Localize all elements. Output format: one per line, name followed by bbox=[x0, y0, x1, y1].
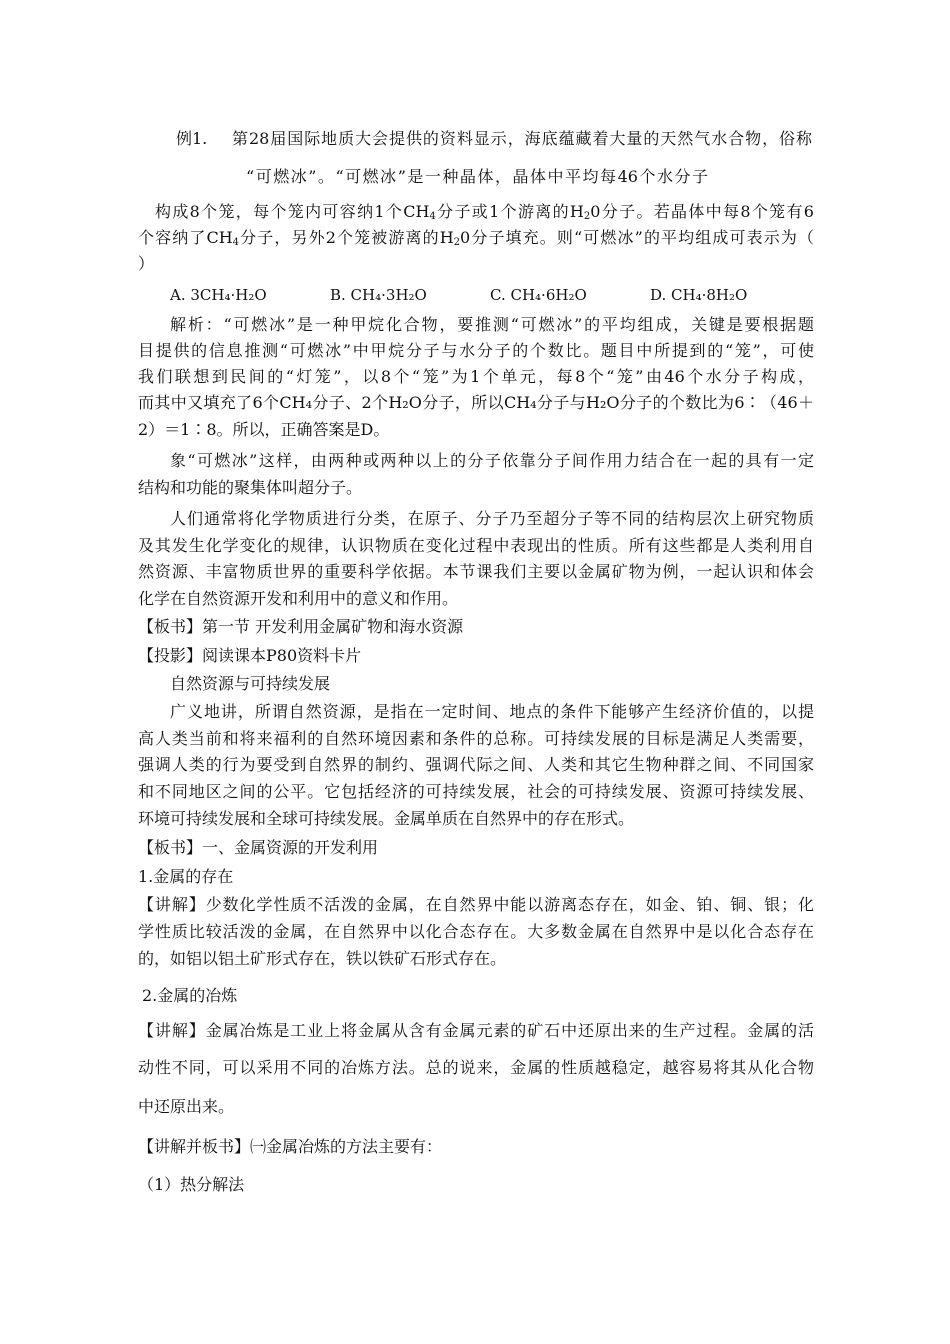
analysis-line: 目提供的信息推测“可燃冰”中甲烷分子与水分子的个数比。题目中所提到的“笼”，可使 bbox=[138, 341, 814, 360]
resource-line: 广义地讲，所谓自然资源，是指在一定时间、地点的条件下能够产生经济价值的，以提 bbox=[170, 702, 814, 721]
supramolecule-line: 象“可燃冰”这样，由两种或两种以上的分子依靠分子间作用力结合在一起的具有一定 bbox=[170, 451, 814, 470]
resource-line: 和不同地区之间的公平。它包括经济的可持续发展，社会的可持续发展、资源可持续发展、 bbox=[138, 782, 814, 801]
resource-line: 强调人类的行为要受到自然界的制约、强调代际之间、人类和其它生物种群之间、不同国家 bbox=[138, 755, 814, 774]
subsection-title: 2.金属的冶炼 bbox=[142, 986, 238, 1005]
option-a: A. 3CH₄·H₂O bbox=[170, 286, 267, 304]
explain-line: 【讲解】金属冶炼是工业上将金属从含有金属元素的矿石中还原出来的生产过程。金属的活 bbox=[138, 1021, 814, 1040]
projection-heading: 【投影】阅读课本P80资料卡片 bbox=[138, 646, 362, 665]
method-title: （1）热分解法 bbox=[138, 1175, 245, 1194]
explain-line: 中还原出来。 bbox=[138, 1097, 235, 1116]
intro-line: 然资源、丰富物质世界的重要科学依据。本节课我们主要以金属矿物为例，一起认识和体会 bbox=[138, 562, 814, 581]
explain-line: 动性不同，可以采用不同的冶炼方法。总的说来，金属的性质越稳定，越容易将其从化合物 bbox=[138, 1058, 814, 1077]
board-heading: 【板书】第一节 开发利用金属矿物和海水资源 bbox=[138, 617, 464, 636]
analysis-line: 而其中又填充了6个CH₄分子、2个H₂O分子，所以CH₄分子与H₂O分子的个数比为6∶（46＋ bbox=[138, 393, 814, 412]
analysis-line: 2）＝1∶8。所以，正确答案是D。 bbox=[138, 420, 390, 439]
option-b: B. CH₄·3H₂O bbox=[330, 286, 427, 304]
option-d: D. CH₄·8H₂O bbox=[650, 286, 748, 304]
example-text-line: ） bbox=[138, 254, 155, 273]
intro-line: 人们通常将化学物质进行分类，在原子、分子乃至超分子等不同的结构层次上研究物质 bbox=[170, 509, 814, 528]
subsection-title: 1.金属的存在 bbox=[138, 867, 234, 886]
resource-line: 高人类当前和将来福利的自然环境因素和条件的总称。可持续发展的目标是满足人类需要， bbox=[138, 729, 814, 748]
section-title: 自然资源与可持续发展 bbox=[170, 674, 331, 693]
option-c: C. CH₄·6H₂O bbox=[490, 286, 587, 304]
example-text-line: 第28届国际地质大会提供的资料显示，海底蕴藏着大量的天然气水合物，俗称 bbox=[232, 129, 812, 148]
analysis-line: 我们联想到民间的“灯笼”，以8个“笼”为1个单元，每8个“笼”由46个水分子构成， bbox=[138, 367, 814, 386]
example-label: 例1. bbox=[176, 129, 208, 148]
explain-line: 的，如铝以铝土矿形式存在，铁以铁矿石形式存在。 bbox=[138, 949, 507, 968]
intro-line: 及其发生化学变化的规律，认识物质在变化过程中表现出的性质。所有这些都是人类利用自 bbox=[138, 536, 814, 555]
resource-line: 环境可持续发展和全球可持续发展。金属单质在自然界中的存在形式。 bbox=[138, 809, 635, 828]
example-text-line: 个容纳了$CH_4$分子，另外2个笼被游离的$H_20$分子填充。则“可燃冰”的平均组成可表示为（ bbox=[138, 228, 814, 248]
explain-line: 【讲解】少数化学性质不活泼的金属，在自然界中能以游离态存在，如金、铂、铜、银；化 bbox=[138, 895, 814, 914]
intro-line: 化学在自然资源开发和利用中的意义和作用。 bbox=[138, 589, 459, 608]
supramolecule-line: 结构和功能的聚集体叫超分子。 bbox=[138, 478, 363, 497]
analysis-line: 解析：“可燃冰”是一种甲烷化合物，要推测“可燃冰”的平均组成，关键是要根据题 bbox=[170, 315, 814, 334]
example-text-line: 构成8个笼，每个笼内可容纳1个$CH_4$分子或1个游离的$H_20$分子。若晶体中每8个笼有6 bbox=[155, 202, 814, 222]
example-text-line: “可燃冰”。“可燃冰”是一种晶体，晶体中平均每46个水分子 bbox=[246, 167, 708, 186]
explain-line: 学性质比较活泼的金属，在自然界中以化合态存在。大多数金属在自然界中是以化合态存在 bbox=[138, 922, 814, 941]
board-heading: 【板书】一、金属资源的开发利用 bbox=[138, 838, 379, 857]
explain-heading: 【讲解并板书】㈠金属冶炼的方法主要有： bbox=[138, 1137, 443, 1156]
